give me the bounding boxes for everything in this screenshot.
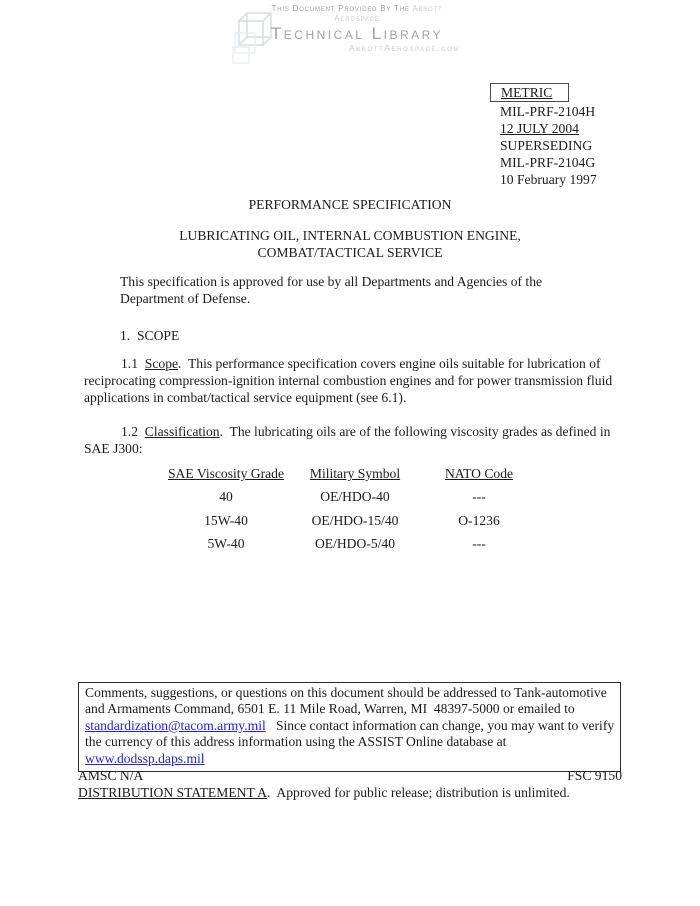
table-cell: OE/HDO-5/40	[314, 535, 396, 551]
watermark-website: AbbottAerospace.com	[349, 43, 460, 53]
metric-label: METRIC	[501, 85, 553, 100]
previous-spec-number: MIL-PRF-2104G	[500, 155, 596, 170]
table-row	[156, 489, 544, 512]
paragraph-1-2-number: 1.2	[121, 424, 145, 439]
amsc-code: AMSC N/A	[78, 768, 144, 783]
watermark-library-name: Technical Library	[270, 24, 444, 43]
approval-paragraph: This specification is approved for use by all Departments and Agencies of the Department of Defense.	[120, 274, 546, 306]
paragraph-1-2-text: . The lubricating oils are of the following viscosity grades as defined in SAE J300:	[84, 424, 614, 456]
title-block	[0, 196, 700, 261]
table-header-nato-code	[414, 466, 544, 489]
paragraph-1-1	[84, 355, 621, 406]
paragraph-1-1-label: Scope	[144, 356, 179, 371]
table-header-military-symbol	[296, 466, 414, 489]
previous-spec-date: 10 February 1997	[500, 172, 597, 187]
spec-date: 12 JULY 2004	[500, 121, 579, 136]
watermark-brand: Abbott Aerospace	[334, 4, 443, 23]
document-header-block	[500, 83, 597, 188]
fsc-code: FSC 9150	[567, 768, 622, 783]
email-link[interactable]: standardization@tacom.army.mil	[85, 717, 266, 733]
superseding-label: SUPERSEDING	[500, 138, 593, 153]
table-row	[156, 536, 544, 559]
table-cell: O-1236	[458, 512, 500, 528]
comment-text-before-email: Comments, suggestions, or questions on this document should be addressed to Tank-automotive and Armaments Command, 6501 E. 11 Mile Road, Warren, MI 48397-5000 or emailed to	[85, 685, 611, 717]
assist-url-link[interactable]: www.dodssp.daps.mil	[85, 750, 205, 766]
table-header-label: NATO Code	[444, 466, 514, 481]
table-row	[156, 513, 544, 536]
table-header-sae-grade	[156, 466, 296, 489]
metric-badge	[490, 83, 569, 102]
table-cell: 15W-40	[204, 512, 248, 528]
spec-number: MIL-PRF-2104H	[500, 104, 596, 119]
table-cell: ---	[472, 535, 486, 551]
watermark-provided-prefix: This Document Provided By The	[271, 4, 413, 13]
watermark-provided-line	[250, 4, 464, 24]
amsc-fsc-row	[78, 768, 622, 784]
paragraph-1-2-label: Classification	[144, 424, 220, 439]
distribution-statement-label: DISTRIBUTION STATEMENT A	[78, 785, 267, 800]
subject-title-line2: COMBAT/TACTICAL SERVICE	[257, 245, 443, 260]
subject-title-line1: LUBRICATING OIL, INTERNAL COMBUSTION ENGINE,	[179, 228, 521, 243]
table-cell: 40	[219, 489, 233, 505]
spec-type-heading: PERFORMANCE SPECIFICATION	[248, 197, 452, 212]
comment-text-after-email: Since contact information can change, you may want to verify the currency of this address information using the ASSIST Online database at	[85, 717, 618, 750]
table-header-row	[156, 466, 544, 489]
paragraph-1-1-number: 1.1	[121, 356, 145, 371]
table-cell: 5W-40	[207, 535, 245, 551]
distribution-statement	[78, 785, 688, 801]
viscosity-classification-table	[156, 466, 544, 559]
table-cell: OE/HDO-40	[320, 489, 390, 505]
table-cell: OE/HDO-15/40	[311, 512, 399, 528]
paragraph-1-1-text: . This performance specification covers engine oils suitable for lubrication of reciprocating compression-ignition internal combustion engines and for power transmission fluid applications in combat/tactical service equipment (see 6.1).	[84, 356, 616, 405]
distribution-statement-text: . Approved for public release; distribution is unlimited.	[266, 785, 570, 800]
provider-watermark	[250, 4, 464, 53]
table-header-label: Military Symbol	[309, 466, 401, 481]
table-header-label: SAE Viscosity Grade	[168, 466, 284, 481]
comments-address-box	[78, 682, 621, 772]
table-cell: ---	[472, 489, 486, 505]
scope-section-heading: 1. SCOPE	[120, 328, 180, 343]
paragraph-1-2	[84, 423, 621, 457]
